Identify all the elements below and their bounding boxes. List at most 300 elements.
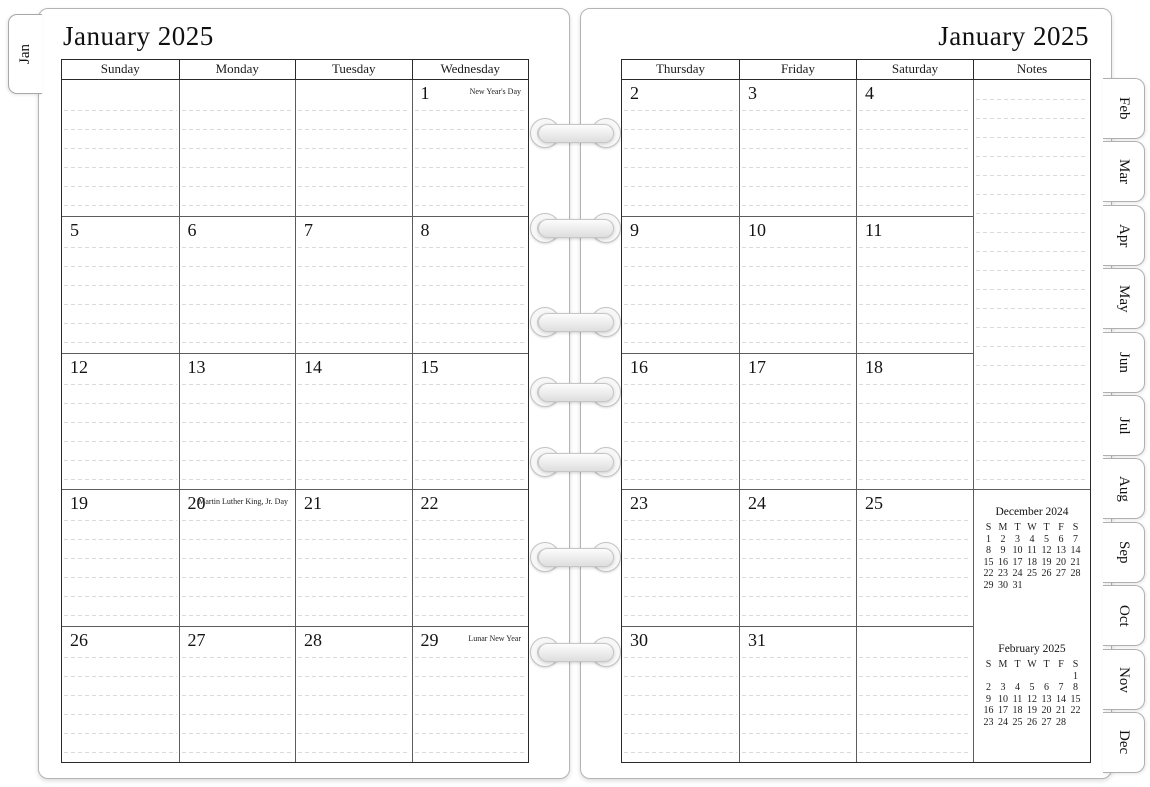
day-cell-29[interactable] [412, 626, 529, 762]
ruled-line [976, 175, 1088, 176]
ruled-line [298, 167, 410, 168]
ruled-line [64, 733, 177, 734]
ruled-line [859, 422, 971, 423]
day-cell-3[interactable] [739, 80, 856, 216]
tab-jan-label: Jan [17, 44, 33, 64]
day-header-monday: Monday [179, 60, 296, 80]
mini-date [1025, 671, 1040, 683]
mini-date: 14 [1056, 693, 1066, 705]
ruled-line [64, 520, 177, 521]
tab-jun-label: Jun [1116, 352, 1132, 373]
date-number: 2 [630, 83, 639, 103]
mini-date [1054, 671, 1069, 683]
tab-jul[interactable] [1103, 395, 1145, 456]
ruled-line [624, 676, 737, 677]
tab-jan[interactable] [8, 14, 42, 94]
mini-date [1010, 671, 1025, 683]
mini-calendar-title: December 2024 [995, 506, 1069, 519]
mini-date [981, 671, 996, 683]
ruled-line [415, 110, 527, 111]
day-cell-10[interactable] [739, 216, 856, 352]
ruled-line [64, 676, 177, 677]
day-cell-4[interactable] [856, 80, 973, 216]
mini-date: 22 [1070, 705, 1081, 717]
ruled-line [415, 558, 527, 559]
mini-date: 14 [1070, 545, 1081, 557]
tab-jun[interactable] [1103, 332, 1145, 393]
tab-sep-label: Sep [1116, 541, 1132, 564]
ruled-line [742, 441, 854, 442]
ruled-line [64, 752, 177, 753]
ruled-line [859, 342, 971, 343]
ruled-line [859, 323, 971, 324]
ruled-line [415, 205, 527, 206]
day-cell-26[interactable] [62, 626, 179, 762]
ruled-line [182, 596, 294, 597]
ruled-line [64, 657, 177, 658]
mini-date: 7 [1058, 682, 1064, 694]
ruled-line [298, 615, 410, 616]
day-header-tuesday: Tuesday [295, 60, 412, 80]
ruled-line [182, 676, 294, 677]
ruled-line [298, 695, 410, 696]
mini-date: 9 [1000, 545, 1006, 557]
ruled-line [64, 615, 177, 616]
date-number: 15 [420, 356, 439, 377]
date-number: 6 [187, 220, 197, 241]
date-number: 8 [420, 220, 430, 241]
day-cell-2[interactable] [622, 80, 739, 216]
ruled-line [859, 110, 971, 111]
date-number: 22 [420, 493, 439, 514]
ruled-line [415, 186, 527, 187]
mini-date: 5 [1044, 533, 1049, 545]
ruled-line [976, 289, 1088, 290]
ruled-line [976, 99, 1088, 100]
date-number: 17 [748, 356, 766, 377]
ruled-line [182, 304, 294, 305]
mini-date: 22 [983, 568, 994, 580]
ruled-line [624, 714, 737, 715]
tab-nov[interactable] [1103, 649, 1145, 710]
date-number: 24 [748, 493, 766, 514]
ruled-line [64, 479, 177, 480]
mini-date: 6 [1058, 533, 1064, 545]
day-cell-28[interactable] [295, 626, 412, 762]
mini-day-header: T [1043, 522, 1050, 534]
ruled-line [182, 539, 294, 540]
day-cell-6[interactable] [179, 216, 296, 352]
day-cell-20[interactable] [179, 489, 296, 625]
mini-date [1039, 580, 1054, 592]
ruled-line [742, 186, 854, 187]
day-cell-18[interactable] [856, 353, 973, 489]
date-number: 7 [304, 220, 313, 241]
mini-date: 11 [1012, 693, 1023, 705]
day-header-friday: Friday [739, 60, 856, 80]
mini-day-header: S [985, 522, 992, 534]
ruled-line [182, 186, 294, 187]
day-cell-30[interactable] [622, 626, 739, 762]
ruled-line [742, 247, 854, 248]
ruled-line [976, 213, 1088, 214]
ruled-line [624, 266, 737, 267]
day-cell-7[interactable] [295, 216, 412, 352]
tab-jul-label: Jul [1116, 416, 1132, 435]
ruled-line [859, 558, 971, 559]
ruled-line [859, 657, 971, 658]
ruled-line [64, 323, 177, 324]
mini-day-header: W [1027, 522, 1037, 534]
day-header-saturday: Saturday [856, 60, 973, 80]
ruled-line [624, 733, 737, 734]
mini-calendar-next-month [974, 643, 1090, 728]
ruled-line [976, 460, 1088, 461]
day-header-thursday: Thursday [622, 60, 739, 80]
ruled-line [298, 714, 410, 715]
day-cell-24[interactable] [739, 489, 856, 625]
ruled-line [182, 323, 294, 324]
mini-calendar-prev-month [974, 506, 1090, 591]
ruled-line [624, 695, 737, 696]
ruled-line [742, 657, 854, 658]
ruled-line [64, 205, 177, 206]
ruled-line [298, 148, 410, 149]
ruled-line [742, 596, 854, 597]
ruled-line [742, 266, 854, 267]
mini-date: 13 [1041, 693, 1052, 705]
ruled-line [182, 129, 294, 130]
ruled-line [859, 304, 971, 305]
ruled-line [976, 346, 1088, 347]
ruled-line [859, 403, 971, 404]
ruled-line [624, 205, 737, 206]
mini-date: 6 [1044, 682, 1049, 694]
ruled-line [64, 403, 177, 404]
ruled-line [182, 167, 294, 168]
ruled-line [182, 752, 294, 753]
ruled-line [742, 323, 854, 324]
mini-date: 31 [1012, 579, 1023, 591]
ruled-line [64, 558, 177, 559]
ruled-line [859, 186, 971, 187]
day-cell-9[interactable] [622, 216, 739, 352]
ruled-line [415, 539, 527, 540]
ruled-line [624, 304, 737, 305]
ruled-line [182, 479, 294, 480]
mini-date: 1 [1073, 670, 1078, 682]
ruled-line [415, 323, 527, 324]
ruled-line [64, 167, 177, 168]
ruled-line [742, 129, 854, 130]
ruled-line [182, 733, 294, 734]
day-cell-5[interactable] [62, 216, 179, 352]
mini-date: 28 [1070, 568, 1081, 580]
tab-apr-label: Apr [1116, 223, 1132, 248]
date-number: 4 [865, 83, 874, 103]
date-number: 26 [70, 629, 88, 650]
mini-date: 18 [1012, 705, 1023, 717]
ruled-line [742, 304, 854, 305]
ruled-line [742, 460, 854, 461]
ruled-line [64, 714, 177, 715]
ruled-line [859, 714, 971, 715]
ruled-line [182, 695, 294, 696]
ruled-line [415, 384, 527, 385]
ruled-line [298, 577, 410, 578]
day-cell-25[interactable] [856, 489, 973, 625]
date-number: 5 [70, 220, 79, 241]
holiday-label: Martin Luther King, Jr. Day [198, 497, 288, 507]
mini-date: 3 [1000, 682, 1006, 694]
ruled-line [976, 308, 1088, 309]
ruled-line [415, 247, 527, 248]
ruled-line [624, 539, 737, 540]
date-number: 30 [630, 629, 648, 650]
ruled-line [624, 577, 737, 578]
day-cell-empty[interactable] [62, 80, 179, 216]
tab-mar[interactable] [1103, 141, 1145, 202]
mini-date: 30 [998, 579, 1008, 591]
ring-bar [538, 383, 614, 402]
ruled-line [298, 539, 410, 540]
date-number: 23 [630, 493, 648, 514]
day-cell-14[interactable] [295, 353, 412, 489]
ruled-line [859, 676, 971, 677]
ruled-line [976, 403, 1088, 404]
ruled-line [415, 676, 527, 677]
day-cell-13[interactable] [179, 353, 296, 489]
ruled-line [742, 539, 854, 540]
day-cell-16[interactable] [622, 353, 739, 489]
mini-date: 16 [998, 556, 1008, 568]
ruled-line [624, 342, 737, 343]
mini-date: 25 [1027, 568, 1037, 580]
ruled-line [976, 232, 1088, 233]
ruled-line [64, 695, 177, 696]
ruled-line [298, 129, 410, 130]
day-cell-12[interactable] [62, 353, 179, 489]
tab-sep[interactable] [1103, 522, 1145, 583]
mini-date: 19 [1041, 556, 1052, 568]
ruled-line [976, 365, 1088, 366]
ruled-line [415, 615, 527, 616]
ruled-line [976, 327, 1088, 328]
ruled-line [64, 539, 177, 540]
mini-date: 20 [1056, 556, 1066, 568]
ruled-line [298, 460, 410, 461]
mini-date [1054, 580, 1069, 592]
tab-may[interactable] [1103, 268, 1145, 329]
ruled-line [742, 615, 854, 616]
ruled-line [64, 422, 177, 423]
ruled-line [298, 676, 410, 677]
ruled-line [298, 247, 410, 248]
ruled-line [182, 520, 294, 521]
ruled-line [415, 148, 527, 149]
ruled-line [64, 110, 177, 111]
mini-date: 15 [983, 556, 994, 568]
ruled-line [182, 403, 294, 404]
ruled-line [415, 520, 527, 521]
ruled-line [742, 558, 854, 559]
day-header-sunday: Sunday [62, 60, 179, 80]
mini-day-header: M [998, 522, 1008, 534]
ruled-line [624, 384, 737, 385]
right-page [580, 8, 1112, 779]
ruled-line [742, 167, 854, 168]
right-page-title: January 2025 [938, 21, 1089, 51]
ruled-line [742, 695, 854, 696]
tab-may-label: May [1116, 284, 1132, 313]
ruled-line [64, 304, 177, 305]
mini-date: 5 [1029, 682, 1035, 694]
day-cell-empty[interactable] [856, 626, 973, 762]
ruled-line [624, 422, 737, 423]
ruled-line [64, 384, 177, 385]
ruled-line [415, 441, 527, 442]
day-cell-8[interactable] [412, 216, 529, 352]
ruled-line [859, 167, 971, 168]
mini-date: 20 [1041, 705, 1052, 717]
ruled-line [415, 304, 527, 305]
ruled-line [859, 384, 971, 385]
mini-calendar-grid [974, 659, 1090, 728]
ruled-line [742, 733, 854, 734]
ruled-line [624, 520, 737, 521]
mini-date: 8 [1073, 682, 1078, 694]
date-number: 3 [748, 83, 757, 103]
mini-day-header: S [1072, 522, 1079, 534]
ruled-line [298, 205, 410, 206]
ruled-line [976, 137, 1088, 138]
date-number: 19 [70, 493, 88, 514]
ring-bar [538, 548, 614, 567]
ruled-line [64, 596, 177, 597]
left-page-title: January 2025 [63, 21, 214, 51]
tab-nov-label: Nov [1116, 666, 1132, 693]
ruled-line [415, 342, 527, 343]
ruled-line [182, 247, 294, 248]
day-cell-15[interactable] [412, 353, 529, 489]
day-cell-21[interactable] [295, 489, 412, 625]
day-header-wednesday: Wednesday [412, 60, 529, 80]
ruled-line [624, 247, 737, 248]
ruled-line [859, 596, 971, 597]
mini-date: 18 [1027, 556, 1037, 568]
ruled-line [415, 167, 527, 168]
ruled-line [859, 479, 971, 480]
ruled-line [624, 323, 737, 324]
day-cell-22[interactable] [412, 489, 529, 625]
ruled-line [64, 266, 177, 267]
mini-date: 4 [1015, 682, 1020, 694]
ruled-line [859, 205, 971, 206]
day-cell-empty[interactable] [179, 80, 296, 216]
tab-feb[interactable] [1103, 78, 1145, 139]
ruled-line [298, 752, 410, 753]
day-cell-19[interactable] [62, 489, 179, 625]
ruled-line [742, 110, 854, 111]
day-cell-31[interactable] [739, 626, 856, 762]
mini-date: 2 [1000, 533, 1006, 545]
mini-date: 27 [1041, 716, 1052, 728]
mini-date: 23 [998, 568, 1008, 580]
mini-date: 27 [1056, 568, 1066, 580]
tab-oct[interactable] [1103, 585, 1145, 646]
ruled-line [624, 110, 737, 111]
ruled-line [415, 129, 527, 130]
ruled-line [976, 156, 1088, 157]
calendar-grid-left [61, 59, 529, 763]
date-number: 20 [187, 493, 206, 514]
ruled-line [415, 422, 527, 423]
ruled-line [976, 384, 1088, 385]
day-cell-23[interactable] [622, 489, 739, 625]
day-cell-empty[interactable] [295, 80, 412, 216]
mini-calendar-grid [974, 522, 1090, 591]
ruled-line [859, 460, 971, 461]
tab-feb-label: Feb [1116, 97, 1132, 120]
mini-date: 10 [1012, 545, 1023, 557]
day-cell-27[interactable] [179, 626, 296, 762]
ruled-line [415, 714, 527, 715]
ruled-line [415, 695, 527, 696]
ruled-line [859, 441, 971, 442]
notes-mini-calendars-cell [973, 489, 1090, 762]
date-number: 14 [304, 356, 322, 377]
tab-oct-label: Oct [1116, 604, 1132, 627]
ruled-line [976, 441, 1088, 442]
tab-apr[interactable] [1103, 205, 1145, 266]
ruled-line [298, 422, 410, 423]
ruled-line [298, 479, 410, 480]
ruled-line [298, 558, 410, 559]
notes-cell[interactable] [973, 80, 1090, 489]
ruled-line [298, 596, 410, 597]
ruled-line [182, 384, 294, 385]
mini-day-header: F [1058, 659, 1064, 671]
tab-dec[interactable] [1103, 712, 1145, 773]
mini-day-header: S [985, 659, 992, 671]
ruled-line [182, 615, 294, 616]
day-cell-11[interactable] [856, 216, 973, 352]
ruled-line [976, 270, 1088, 271]
ruled-line [298, 441, 410, 442]
ruled-line [742, 676, 854, 677]
mini-date [1039, 671, 1054, 683]
ruled-line [298, 403, 410, 404]
day-cell-17[interactable] [739, 353, 856, 489]
mini-date: 21 [1056, 705, 1066, 717]
ring-bar [538, 219, 614, 238]
tab-aug[interactable] [1103, 458, 1145, 519]
mini-date [996, 671, 1011, 683]
date-number: 13 [187, 356, 206, 377]
ruled-line [182, 205, 294, 206]
ruled-line [182, 577, 294, 578]
ruled-line [976, 479, 1088, 480]
mini-day-header: S [1072, 659, 1079, 671]
ruled-line [298, 342, 410, 343]
ruled-line [624, 558, 737, 559]
ruled-line [64, 186, 177, 187]
ruled-line [64, 577, 177, 578]
mini-day-header: F [1058, 522, 1064, 534]
mini-date: 24 [1012, 568, 1023, 580]
mini-date: 15 [1070, 693, 1081, 705]
day-cell-1[interactable] [412, 80, 529, 216]
